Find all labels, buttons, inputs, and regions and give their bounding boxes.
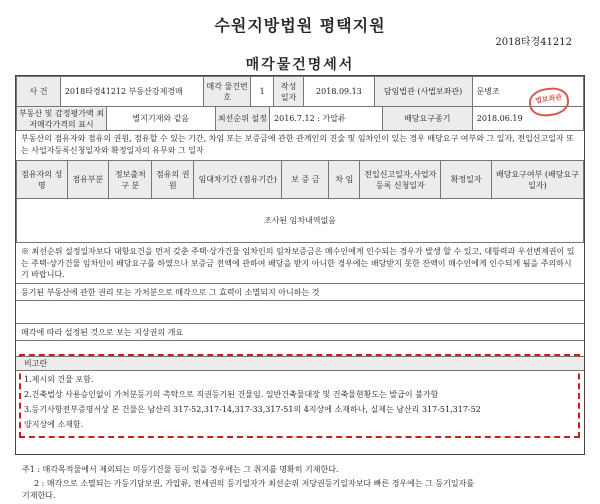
occupancy-notice: 부동산의 점유자와 점유의 권원, 점유할 수 있는 기간, 차임 또는 보증금에 관한 관계인의 진술 및 임차인이 있는 경우 배당요구 여부와 그 일자, 전입신고일자 또는 사업자등록신청일자와 확정일자의 유무와 그 일자: [21, 134, 574, 155]
registered-rights-section: 등기된 부동산에 관한 권리 또는 가처분으로 매각으로 그 효력이 소멸되지 아니하는 것: [21, 288, 320, 297]
divider: [16, 300, 584, 301]
footnote-2-continued: 기재한다.: [22, 491, 56, 500]
item-number-value: 1: [251, 77, 274, 107]
judge-seal-stamp: 법보좌관: [527, 85, 571, 118]
made-date-label: 작성 일자: [273, 77, 303, 107]
dividend-deadline-label: 배당요구종기: [382, 107, 472, 131]
judge-value: 문병조: [472, 77, 583, 107]
appraisal-label: 부동산 및 감정평가액 최저매각가격의 표시: [17, 107, 107, 131]
remarks-header-bg: [16, 357, 584, 370]
col-occupant-name: 점유자의 성 명: [17, 161, 68, 199]
priority-label: 최선순위 설정: [215, 107, 269, 131]
divider: [16, 283, 584, 284]
case-label: 사 건: [17, 77, 61, 107]
col-dividend-request: 배당요구여부 (배당요구일자): [491, 161, 583, 199]
col-rent: 차 임: [329, 161, 360, 199]
remark-line: 양지상에 소재함.: [24, 420, 84, 429]
footnote-1: 주1 : 매각목적물에서 제외되는 미등기건물 등이 있을 경우에는 그 취지를 명확히 기재한다.: [22, 465, 339, 474]
col-fixed-date: 확정일자: [441, 161, 492, 199]
lease-warning: ※ 최선순위 설정일자보다 대항요건을 먼저 갖춘 주택·상가건물 임차인의 임차보증금은 매수인에게 인수되는 경우가 발생 할 수 있고, 대항력과 우선변제권이 있는 주택·상가건물 임차인이 배당요구를 하였으나 보증금 전액에 관하여 배당을 받지 아니한 경우에는 배당받지 못한 잔액이 매수인에게 인수되게 됨을 주의하시기 바랍니다.: [21, 247, 575, 279]
remark-line: 3.등기사항전부증명서상 본 건물은 남산리 317-52,317-14,317-33,317-51의 4지상에 소재하나, 실제는 남산리 317-51,317-52: [24, 405, 481, 414]
case-info-table: [16, 76, 584, 107]
divider: [16, 370, 584, 371]
surface-rights-section: 매각에 따라 설정된 것으로 보는 지상권의 개요: [21, 328, 184, 337]
col-lease-period: 임대차기간 (점유기간): [194, 161, 282, 199]
footnote-2: 2 : 매각으로 소멸되는 가등기담보권, 가압류, 전세권의 등기일자가 최선순위 저당권등기일자보다 빠른 경우에는 그 등기일자를: [34, 479, 475, 488]
document-title: 매각물건명세서: [245, 57, 355, 73]
remarks-title: 비고란: [24, 359, 48, 368]
appraisal-info-table: [16, 106, 584, 131]
appraisal-value: 별지기재와 같음: [106, 107, 215, 131]
item-number-label: 매각 물건번호: [203, 77, 251, 107]
occupancy-empty-message: 조사된 임차내역없음: [17, 199, 584, 243]
judge-label: 담임법관 (사법보좌관): [374, 77, 472, 107]
col-deposit: 보 증 금: [282, 161, 329, 199]
divider: [16, 340, 584, 341]
occupancy-header-row: [17, 161, 584, 199]
made-date-value: 2018.09.13: [304, 77, 374, 107]
divider: [16, 323, 584, 324]
dividend-deadline-value: 2018.06.19: [472, 107, 583, 131]
case-value: 2018타경41212 부동산강제경매: [60, 77, 203, 107]
col-info-source: 정보출처 구 분: [109, 161, 152, 199]
priority-value: 2016.7.12 : 가압류: [270, 107, 383, 131]
col-move-in-date: 전입신고일자,사업자등록 신청일자: [360, 161, 441, 199]
remark-line: 2.건축법상 사용승인없이 가처분등기의 촉탁으로 직권등기된 건물임. 일반건축물대장 및 건축물현황도는 발급이 불가함: [24, 390, 439, 399]
court-title: 수원지방법원 평택지원: [214, 16, 386, 35]
occupancy-table: [16, 160, 584, 243]
col-title: 점유의 권 원: [152, 161, 194, 199]
case-number-header: 2018타경41212: [495, 37, 572, 48]
col-occupied-part: 점유부분: [67, 161, 109, 199]
remark-line: 1.제시외 건물 포함.: [24, 375, 94, 384]
